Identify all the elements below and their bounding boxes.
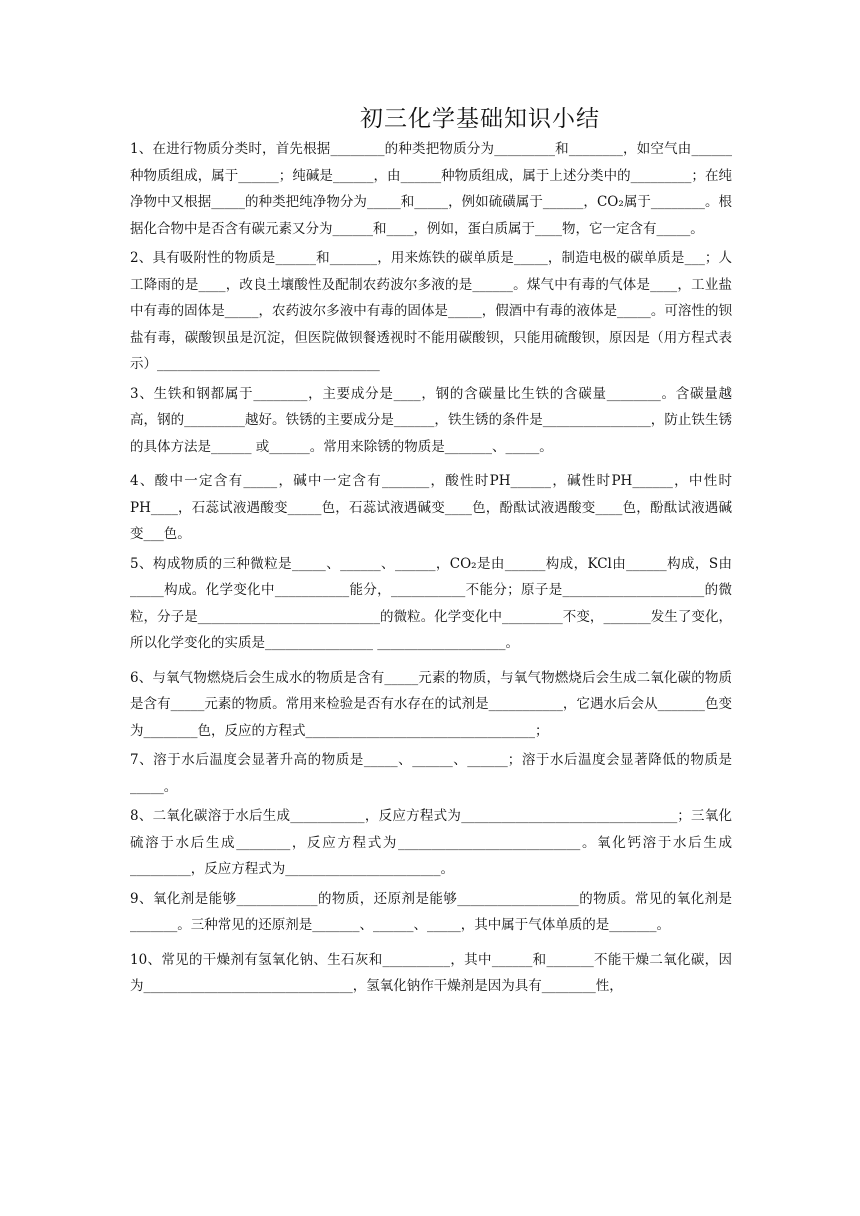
paragraph-8: 8、二氧化碳溶于水后生成___________，反应方程式为________________________________；三氧化硫溶于水后生成________，反应方程式为___________________________。氧化钙溶于水后生成_________，反应方程式为_______________________。 xyxy=(130,808,732,877)
page-title: 初三化学基础知识小结 xyxy=(360,106,600,132)
paragraph-6: 6、与氧气物燃烧后会生成水的物质是含有_____元素的物质，与氧气物燃烧后会生成二氧化碳的物质是含有_____元素的物质。常用来检验是否有水存在的试剂是___________，它遇水后会从_______色变为________色，反应的方程式__________________________________； xyxy=(130,669,732,739)
document-body xyxy=(130,136,732,1000)
paragraph-9: 9、氧化剂是能够____________的物质，还原剂是能够__________________的物质。常见的氧化剂是_______。三种常见的还原剂是_______、______、_____，其中属于气体单质的是_______。 xyxy=(130,890,732,933)
paragraph-3: 3、生铁和钢都属于________，主要成分是____，钢的含碳量比生铁的含碳量________。含碳量越高，钢的_________越好。铁锈的主要成分是______，铁生锈的条件是________________，防止铁生锈的具体方法是______ 或______。常用来除锈的物质是_______、_____。 xyxy=(130,385,732,455)
paragraph-10: 10、常见的干燥剂有氢氧化钠、生石灰和__________，其中______和_______不能干燥二氧化碳，因为_______________________________，氢氧化钠作干燥剂是因为具有________性， xyxy=(130,951,732,994)
paragraph-2: 2、具有吸附性的物质是______和_______，用来炼铁的碳单质是_____，制造电极的碳单质是___；人工降雨的是____，改良土壤酸性及配制农药波尔多液的是______。煤气中有毒的气体是____，工业盐中有毒的固体是_____，农药波尔多液中有毒的固体是_____，假酒中有毒的液体是_____。可溶性的钡盐有毒，碳酸钡虽是沉淀，但医院做钡餐透视时不能用碳酸钡，只能用硫酸钡，原因是（用方程式表示）_________________________________ xyxy=(130,250,732,372)
paragraph-7: 7、溶于水后温度会显著升高的物质是_____、______、______；溶于水后温度会显著降低的物质是_____。 xyxy=(130,752,732,795)
paragraph-4: 4、酸中一定含有_____，碱中一定含有_______，酸性时PH______，碱性时PH______，中性时PH____，石蕊试液遇酸变_____色，石蕊试液遇碱变____色，酚酞试液遇酸变____色，酚酞试液遇碱变___色。 xyxy=(130,473,732,542)
paragraph-5: 5、构成物质的三种微粒是_____、______、______，CO₂是由______构成，KCl由______构成，S由_____构成。化学变化中___________能分，___________不能分；原子是_____________________的微粒，分子是___________________________的微粒。化学变化中_________不变，_______发生了变化，所以化学变化的实质是________________ ___________________。 xyxy=(130,555,732,651)
paragraph-1: 1、在进行物质分类时，首先根据________的种类把物质分为_________和________，如空气由______种物质组成，属于______；纯碱是______，由______种物质组成，属于上述分类中的_________；在纯净物中又根据_____的种类把纯净物分为_____和_____，例如硫磺属于______，CO₂属于________。根据化合物中是否含有碳元素又分为______和____，例如，蛋白质属于____物，它一定含有_____。 xyxy=(130,141,732,237)
